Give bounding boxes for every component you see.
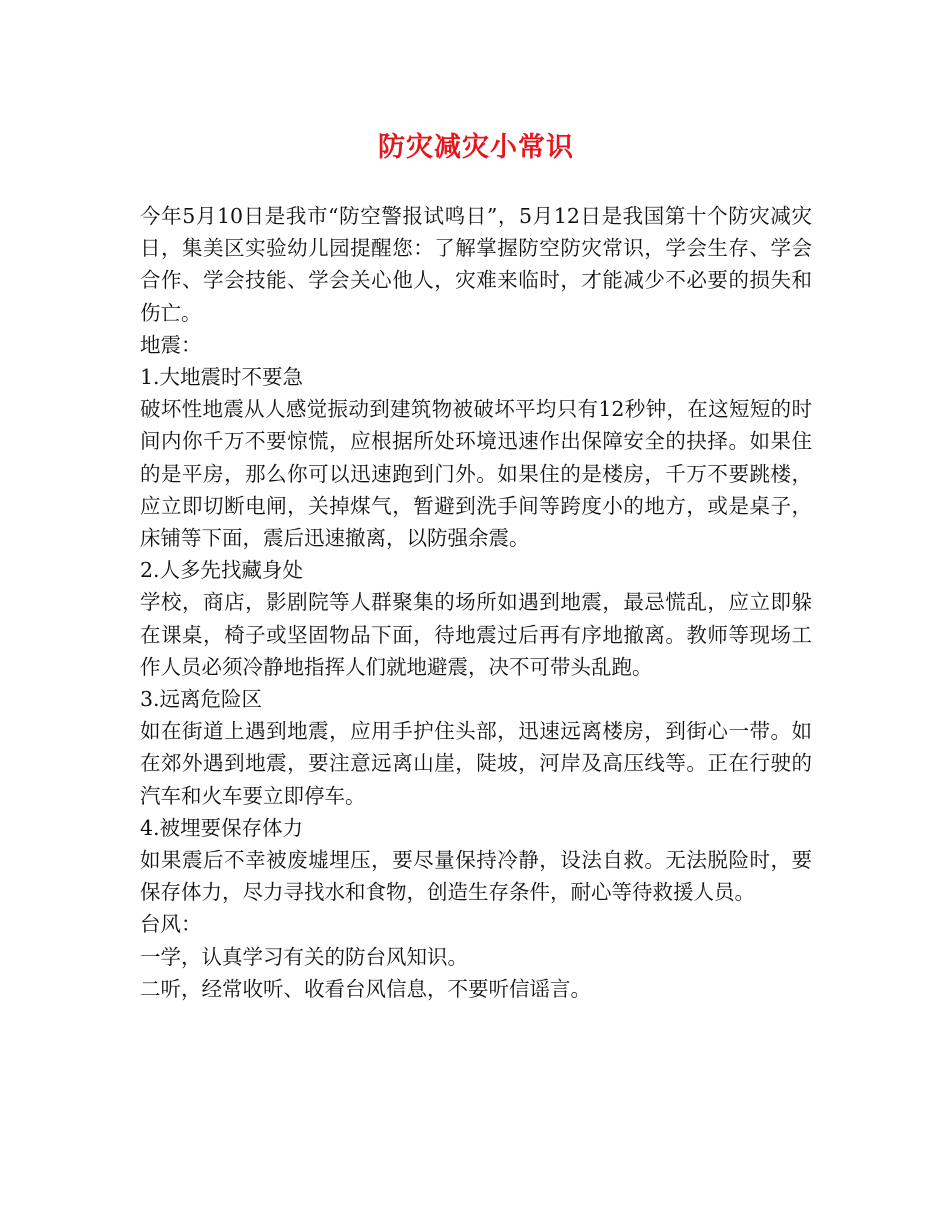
- typhoon-item-1: 一学，认真学习有关的防台风知识。: [140, 944, 468, 969]
- paragraph-3: 如在街道上遇到地震，应用手护住头部，迅速远离楼房，到街心一带。如在郊外遇到地震，要注意远离山崖，陡坡，河岸及高压线等。正在行驶的汽车和火车要立即停车。: [140, 719, 812, 808]
- paragraph-4: 如果震后不幸被废墟埋压，要尽量保持冷静，设法自救。无法脱险时，要保存体力，尽力寻找水和食物，创造生存条件，耐心等待救援人员。: [140, 848, 812, 905]
- section-heading-earthquake: 地震：: [140, 332, 202, 357]
- paragraph-1: 破坏性地震从人感觉振动到建筑物被破坏平均只有12秒钟，在这短短的时间内你千万不要惊慌，应根据所处环境迅速作出保障安全的抉择。如果住的是平房，那么你可以迅速跑到门外。如果住的是楼房，千万不要跳楼，应立即切断电闸，关掉煤气，暂避到洗手间等跨度小的地方，或是桌子，床铺等下面，震后迅速撤离，以防强余震。: [140, 397, 812, 551]
- typhoon-item-2: 二听，经常收听、收看台风信息，不要听信谣言。: [140, 976, 591, 1001]
- document-title: 防灾减灾小常识: [378, 132, 574, 163]
- section-heading-typhoon: 台风：: [140, 912, 202, 937]
- subheading-1: 1.大地震时不要急: [140, 365, 304, 390]
- subheading-3: 3.远离危险区: [140, 687, 263, 712]
- intro-paragraph: 今年5月10日是我市“防空警报试鸣日”，5月12日是我国第十个防灾减灾日，集美区实验幼儿园提醒您：了解掌握防空防灾常识，学会生存、学会合作、学会技能、学会关心他人，灾难来临时，才能减少不必要的损失和伤亡。: [140, 204, 812, 325]
- subheading-2: 2.人多先找藏身处: [140, 558, 304, 583]
- paragraph-2: 学校，商店，影剧院等人群聚集的场所如遇到地震，最忌慌乱，应立即躲在课桌，椅子或坚固物品下面，待地震过后再有序地撤离。教师等现场工作人员必须冷静地指挥人们就地避震，决不可带头乱跑。: [140, 590, 812, 679]
- document-body: [140, 200, 812, 1005]
- subheading-4: 4.被埋要保存体力: [140, 815, 304, 840]
- document-page: [140, 126, 812, 1005]
